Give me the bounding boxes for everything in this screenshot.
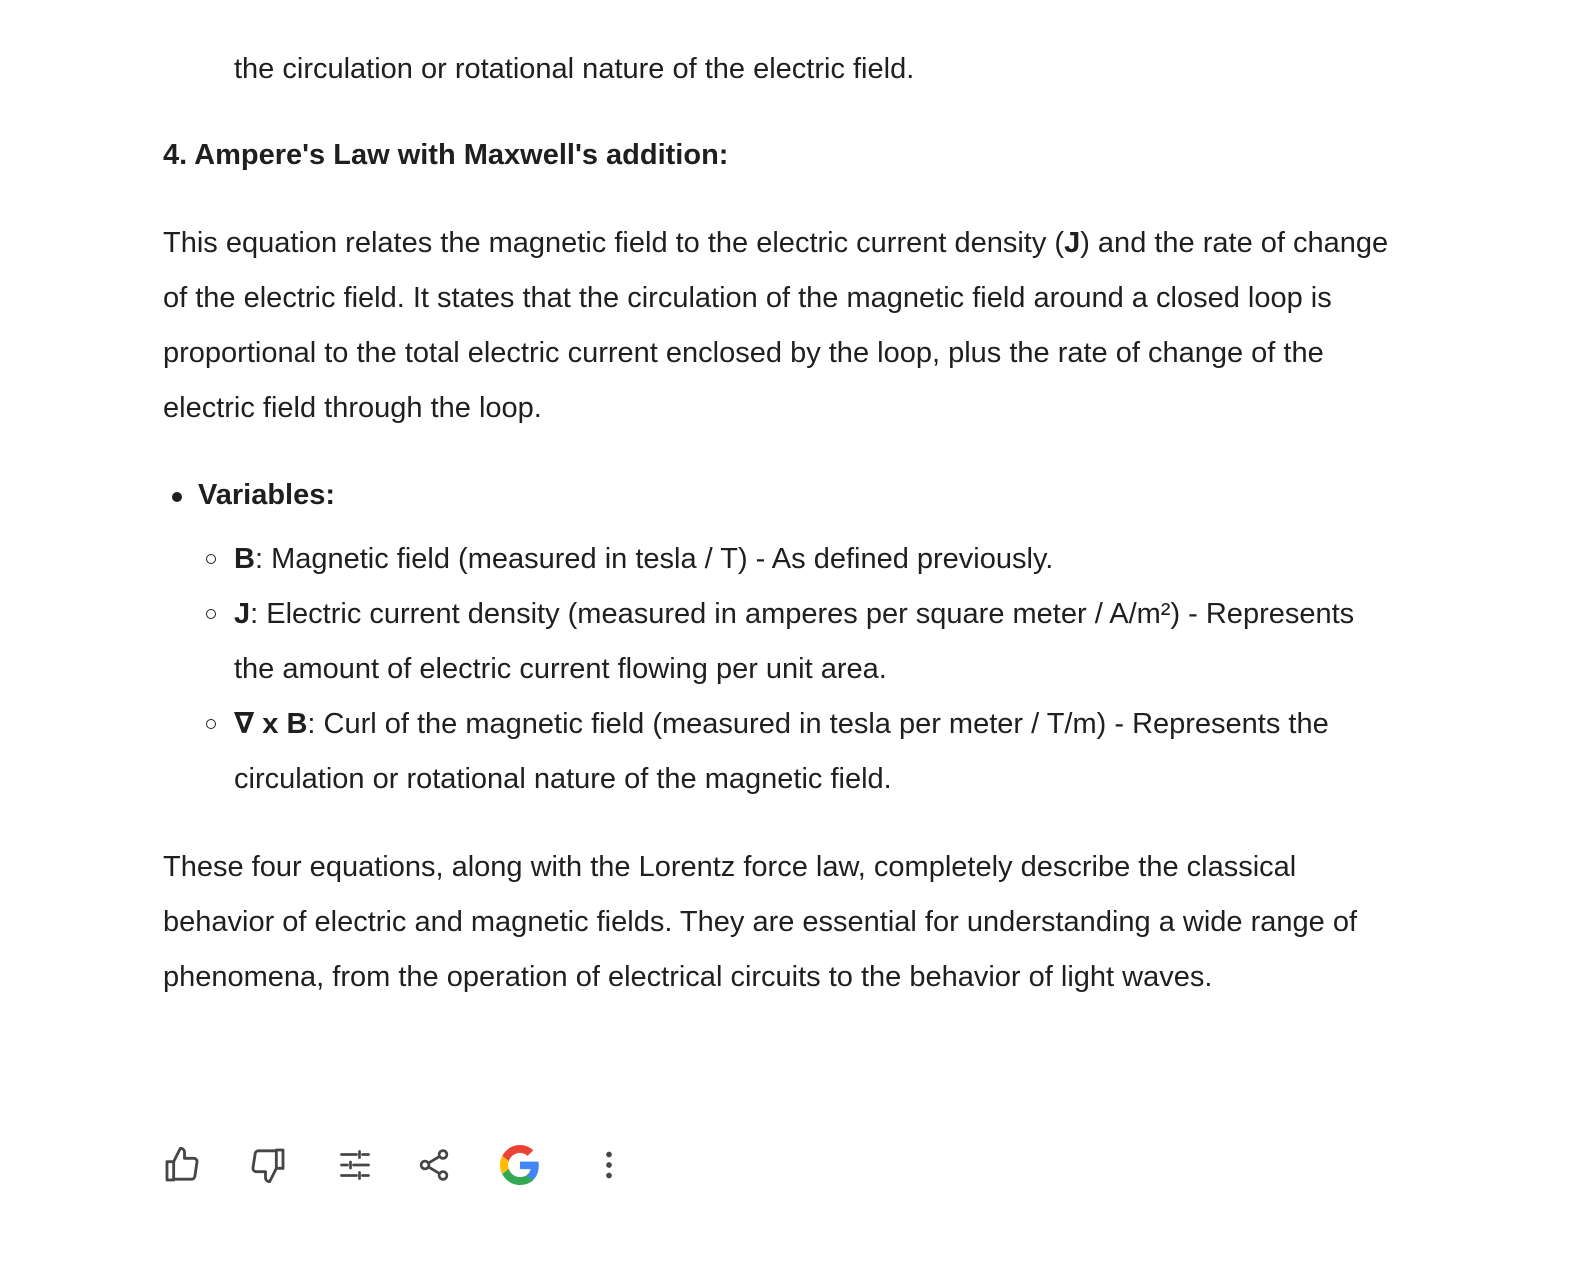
modify-response-button[interactable] (333, 1143, 377, 1187)
summary-text: These four equations, along with the Lorentz force law, completely describe the classical behavior of electric and magnetic fields. They are essential for understanding a wide range of phenomena, from the operation of electrical circuits to the behavior of light waves. (163, 851, 1357, 993)
section-heading: 4. Ampere's Law with Maxwell's addition: (163, 139, 729, 171)
list-item (163, 587, 1393, 697)
thumb-down-button[interactable] (246, 1143, 290, 1187)
variable-description: : Magnetic field (measured in tesla / T) - As defined previously. (254, 543, 1054, 575)
circle-bullet-icon (206, 554, 216, 564)
share-icon (416, 1147, 452, 1183)
google-search-button[interactable] (498, 1143, 542, 1187)
para-text-part1: This equation relates the magnetic field to the electric current density ( (163, 227, 1065, 259)
share-button[interactable] (412, 1143, 456, 1187)
bullet-dot-icon (172, 492, 182, 502)
circle-bullet-icon (206, 609, 216, 619)
variables-label: Variables: (198, 479, 336, 511)
google-icon (500, 1145, 540, 1185)
thumb-up-button[interactable] (160, 1143, 204, 1187)
list-item (163, 532, 1393, 587)
thumb-down-icon (248, 1145, 288, 1185)
summary-paragraph (163, 840, 1393, 1005)
para-bold-symbol: J (1064, 227, 1081, 259)
variables-list (163, 532, 1393, 807)
variable-symbol: J (234, 598, 251, 630)
more-options-button[interactable] (587, 1143, 631, 1187)
variable-description: : Electric current density (measured in amperes per square meter / A/m²) - Represents the amount of electric current flowing per unit area. (234, 598, 1355, 685)
section-paragraph (163, 216, 1393, 436)
previous-item-tail: the circulation or rotational nature of the electric field. (234, 53, 915, 85)
list-item (163, 697, 1393, 807)
thumb-up-icon (162, 1145, 202, 1185)
tune-icon (337, 1147, 373, 1183)
variable-description: : Curl of the magnetic field (measured in tesla per meter / T/m) - Represents the circulation or rotational nature of the magnetic field. (234, 708, 1329, 795)
more-vert-icon (591, 1147, 627, 1183)
variable-symbol: B (234, 543, 255, 575)
variable-symbol: ∇ x B (234, 708, 308, 740)
para-text-part2: ) and the rate of change of the electric field. It states that the circulation of the magnetic field around a closed loop is proportional to the total electric current enclosed by the loop, plus the rate of change of the electric field through the loop. (163, 227, 1389, 424)
circle-bullet-icon (206, 719, 216, 729)
